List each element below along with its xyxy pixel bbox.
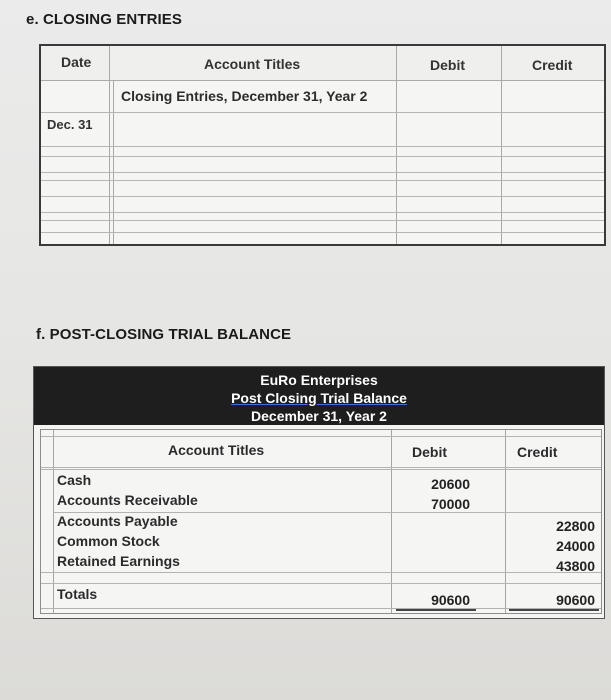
entry-date: Dec. 31 [47,117,93,132]
date-header: Date [61,54,92,70]
tb-account-titles-header: Account Titles [168,442,265,458]
trial-balance-heading [34,367,604,425]
closing-entries-journal [39,44,606,246]
account-titles-header: Account Titles [204,56,301,72]
account-accounts-payable: Accounts Payable [57,513,178,529]
common-stock-credit: 24000 [556,538,595,554]
account-retained-earnings: Retained Earnings [57,553,180,569]
retained-earnings-credit: 43800 [556,558,595,574]
trial-balance-title: f. POST-CLOSING TRIAL BALANCE [36,326,292,343]
post-closing-trial-balance [33,366,605,619]
tb-credit-header: Credit [517,444,558,460]
accounts-payable-credit: 22800 [556,518,595,534]
company-name: EuRo Enterprises [260,372,378,388]
journal-header [41,46,604,81]
report-name: Post Closing Trial Balance [231,390,407,406]
debit-header: Debit [430,57,465,73]
account-cash: Cash [57,472,92,488]
cash-debit: 20600 [431,476,470,492]
totals-label: Totals [57,586,98,602]
trial-balance-table [40,429,602,614]
tb-debit-header: Debit [412,444,447,460]
account-common-stock: Common Stock [57,533,160,549]
report-date: December 31, Year 2 [251,408,387,424]
closing-entries-title: e. CLOSING ENTRIES [26,11,182,28]
account-accounts-receivable: Accounts Receivable [57,492,198,508]
total-credit: 90600 [556,592,595,608]
accounts-receivable-debit: 70000 [431,496,470,512]
closing-entries-subheading: Closing Entries, December 31, Year 2 [121,88,368,104]
credit-header: Credit [532,57,573,73]
total-debit: 90600 [431,592,470,608]
